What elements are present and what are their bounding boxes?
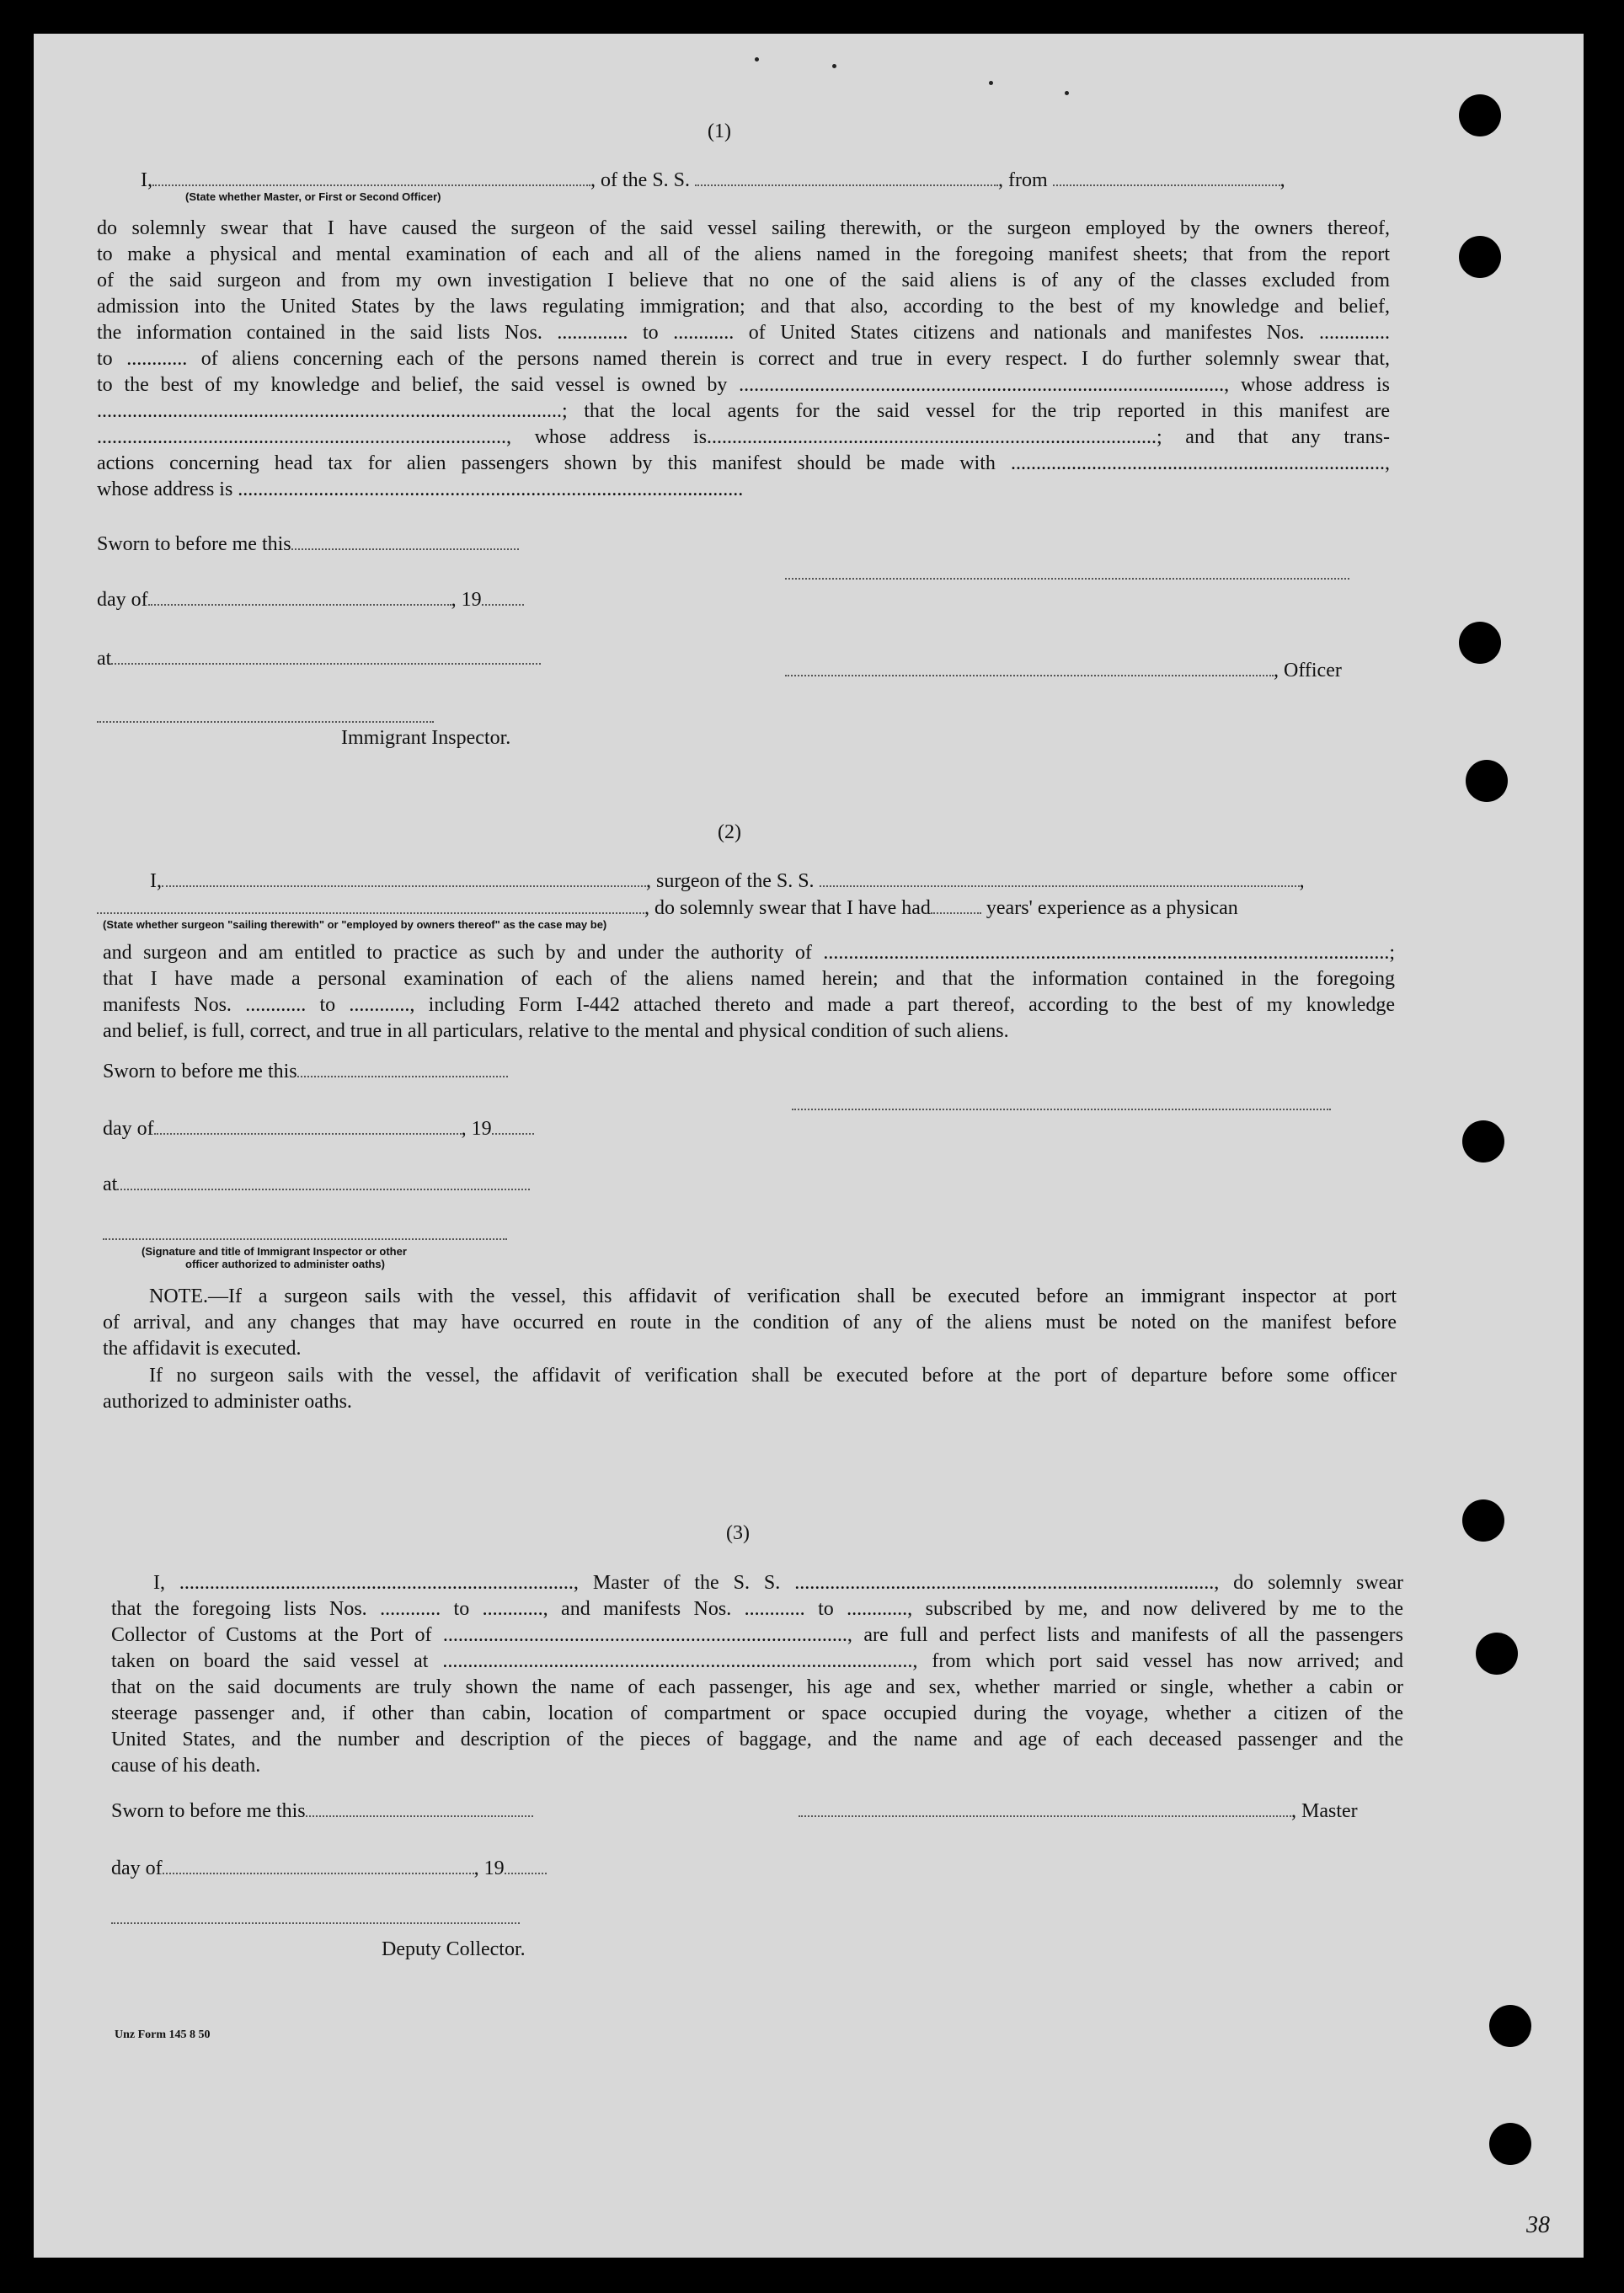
ink-speck (832, 64, 836, 68)
oath-line-officer: I, , of the S. S. , from , (141, 169, 1285, 191)
surgeon-line: I, , surgeon of the S. S. , (150, 870, 1305, 892)
surgeon-swear-line: , do solemnly swear that I have had years' experience as a physican (97, 896, 1238, 920)
section3-body: I, .............................................................................., Master of the S. S. ..................................................................................., do solemnly swear that the foregoing lists Nos. ............ to ............, and manifests Nos. ............ to ............, subscribed by me, and now delivered by me to the Collector of Customs at the Port of ................................................................................, are full and perfect lists and manifests of all the passengers taken on board the said vessel at ............................................................................................., from which port said vessel has now arrived; and that on the said documents are truly shown the name of each passenger, his age and sex, whether married or single, whether a cabin or steerage passenger and, if other than cabin, location of compartment or space occupied during the voyage, whether a citizen of the United States, and the number and description of the pieces of baggage, and the name and age of each deceased passenger and the cause of his death. (111, 1572, 1403, 1777)
officer-signature-line: , Officer (785, 659, 1342, 682)
section1-body: do solemnly swear that I have caused the surgeon of the said vessel sailing therewith, or the surgeon employed by the owners thereof, to make a physical and mental examination of each and all of the aliens named in the foregoing manifest sheets; that from the report of the said surgeon and from my own investigation I believe that no one of the said aliens is of any of the classes excluded from admission into the United States by the laws regulating immigration; and that also, according to the best of my knowledge and belief, the information contained in the said lists Nos. .............. to ............ of United States citizens and nationals and manifestes Nos. .............. to ............ of aliens concerning each of the persons named therein is correct and true in every respect. I do further solemnly swear that, to the best of my knowledge and belief, the said vessel is owned by ................................................................................................, whose address is ............................................................................................; that the local agents for the said vessel for the trip reported in this manifest are ................................................................................., whose address is.........................................................................................; and that any trans- actions concerning head tax for alien passengers shown by this manifest should be made with .........................................................................., whose address is .................................................................................................... (97, 217, 1390, 500)
punch-hole (1459, 94, 1501, 136)
day-of-field[interactable] (148, 592, 451, 606)
signature-line[interactable] (785, 578, 1349, 580)
page-mark: 38 (1526, 2212, 1550, 2238)
surgeon-note: (State whether surgeon "sailing therewith" or "employed by owners thereof" as the case may be) (103, 918, 607, 931)
at-line: at (97, 647, 541, 671)
year-field[interactable] (505, 1861, 547, 1874)
section2-body: and surgeon and am entitled to practice as such by and under the authority of ................................................................................................................; that I have made a personal examination of each of the aliens named herein; and that the information contained in the foregoing manifests Nos. ............ to ............, including Form I-442 attached thereto and made a part thereof, according to the best of my knowledge and belief, is full, correct, and true in all particulars, relative to the mental and physical condition of such aliens. (103, 942, 1395, 1042)
signature-note: officer authorized to administer oaths) (185, 1258, 385, 1270)
ink-speck (989, 81, 993, 85)
inspector-signature-line[interactable] (103, 1238, 507, 1240)
punch-hole (1462, 1499, 1504, 1542)
master-signature-line: , Master (799, 1799, 1358, 1823)
from-port-field[interactable] (1053, 173, 1280, 186)
sworn-date-field[interactable] (291, 537, 519, 550)
signature-note: (Signature and title of Immigrant Inspector or other (142, 1245, 407, 1258)
vessel-name-field[interactable] (695, 173, 998, 186)
day-of-line: day of , 19 (111, 1857, 547, 1880)
day-of-field[interactable] (163, 1861, 474, 1874)
officer-signature-field[interactable] (785, 663, 1274, 676)
section-number: (2) (718, 821, 741, 843)
sworn-date-field[interactable] (297, 1064, 508, 1077)
at-line: at (103, 1173, 530, 1196)
years-field[interactable] (931, 901, 981, 914)
ink-speck (1065, 91, 1069, 95)
surgeon-name-field[interactable] (162, 874, 646, 887)
inspector-label: Immigrant Inspector. (341, 727, 511, 749)
punch-hole (1462, 1120, 1504, 1163)
sworn-date-field[interactable] (306, 1804, 533, 1817)
at-place-field[interactable] (111, 651, 541, 665)
collector-label: Deputy Collector. (382, 1938, 526, 1960)
officer-note: (State whether Master, or First or Second Officer) (185, 190, 441, 203)
punch-hole (1459, 236, 1501, 278)
officer-name-field[interactable] (152, 173, 590, 186)
punch-hole (1489, 2123, 1531, 2165)
punch-hole (1476, 1633, 1518, 1675)
section-number: (1) (708, 120, 731, 142)
ink-speck (755, 57, 759, 61)
section-number: (3) (726, 1522, 750, 1544)
sworn-line: Sworn to before me this (103, 1060, 508, 1083)
surgeon-status-field[interactable] (97, 901, 644, 914)
collector-signature-line[interactable] (111, 1922, 520, 1924)
day-of-field[interactable] (154, 1121, 462, 1135)
note2-paragraph: If no surgeon sails with the vessel, the affidavit of verification shall be executed before at the port of departure before some officer authorized to administer oaths. (103, 1365, 1397, 1413)
signature-line[interactable] (792, 1109, 1331, 1110)
document-page (34, 34, 1584, 2258)
year-field[interactable] (492, 1121, 534, 1135)
form-id: Unz Form 145 8 50 (115, 2028, 211, 2041)
day-of-line: day of , 19 (97, 588, 524, 612)
at-place-field[interactable] (117, 1177, 530, 1190)
punch-hole (1466, 760, 1508, 802)
sworn-line: Sworn to before me this (111, 1799, 533, 1823)
sworn-line: Sworn to before me this (97, 532, 519, 556)
surgeon-vessel-field[interactable] (820, 874, 1300, 887)
day-of-line: day of , 19 (103, 1117, 534, 1141)
year-field[interactable] (482, 592, 524, 606)
punch-hole (1459, 622, 1501, 664)
inspector-signature-line[interactable] (97, 721, 434, 723)
punch-hole (1489, 2005, 1531, 2047)
note-paragraph: NOTE.—If a surgeon sails with the vessel, this affidavit of verification shall be executed before an immigrant inspector at port of arrival, and any changes that may have occurred en route in the condition of any of the aliens must be noted on the manifest before the affidavit is executed. (103, 1285, 1397, 1360)
master-signature-field[interactable] (799, 1804, 1291, 1817)
